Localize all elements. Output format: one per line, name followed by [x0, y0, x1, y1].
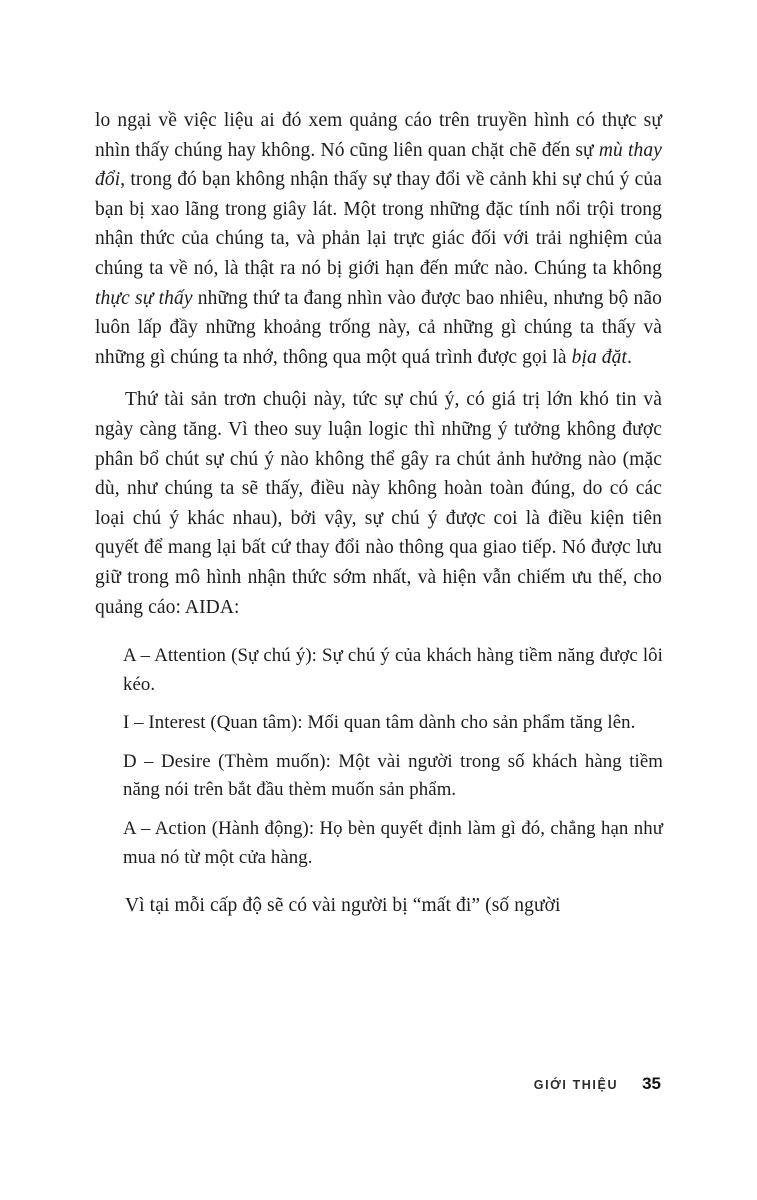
footer-section-title: GIỚI THIỆU — [533, 1078, 619, 1092]
page-footer — [534, 1074, 661, 1094]
aida-item-action: A – Action (Hành động): Họ bèn quyết định làm gì đó, chẳng hạn như mua nó từ một cửa hàng. — [123, 818, 663, 868]
paragraph-1-text: . — [627, 346, 633, 368]
paragraph-1-text: , trong đó bạn không nhận thấy sự thay đổi về cảnh khi sự chú ý của bạn bị xao lãng trong giây lát. Một trong những đặc tính nổi trội trong nhận thức của chúng ta, và phản lại trực giác đối với trải nghiệm của chúng ta về nó, là thật ra nó bị giới hạn đến mức nào. Chúng ta không — [95, 169, 662, 279]
paragraph-1-text: lo ngại về việc liệu ai đó xem quảng cáo trên truyền hình có thực sự nhìn thấy chúng hay không. Nó cũng liên quan chặt chẽ đến sự — [95, 110, 662, 161]
paragraph-2: Thứ tài sản trơn chuội này, tức sự chú ý, có giá trị lớn khó tin và ngày càng tăng. Vì theo suy luận logic thì những ý tưởng không được phân bổ chút sự chú ý nào không thể gây ra chút ảnh hưởng nào (mặc dù, như chúng ta sẽ thấy, điều này không hoàn toàn đúng, do có các loại chú ý khác nhau), bởi vậy, sự chú ý được coi là điều kiện tiên quyết để mang lại bất cứ thay đổi nào thông qua giao tiếp. Nó được lưu giữ trong mô hình nhận thức sớm nhất, và hiện vẫn chiếm ưu thế, cho quảng cáo: AIDA: — [95, 389, 662, 618]
aida-item-attention: A – Attention (Sự chú ý): Sự chú ý của khách hàng tiềm năng được lôi kéo. — [123, 645, 663, 695]
paragraph-1 — [95, 106, 662, 372]
footer-page-number: 35 — [642, 1074, 661, 1093]
paragraph-3: Vì tại mỗi cấp độ sẽ có vài người bị “mất đi” (số người — [125, 895, 561, 917]
aida-item-interest: I – Interest (Quan tâm): Mối quan tâm dành cho sản phẩm tăng lên. — [123, 712, 636, 734]
aida-list — [123, 642, 663, 872]
italic-term-thuc-su-thay: thực sự thấy — [95, 287, 193, 309]
paragraph-1-text: những thứ ta đang nhìn vào được bao nhiêu, nhưng bộ não luôn lấp đầy những khoảng trống này, cả những gì chúng ta thấy và những gì chúng ta nhớ, thông qua một quá trình được gọi là — [95, 287, 662, 368]
page-body-text — [95, 106, 662, 921]
aida-item-desire: D – Desire (Thèm muốn): Một vài người trong số khách hàng tiềm năng nói trên bắt đầu thèm muốn sản phẩm. — [123, 750, 663, 801]
italic-term-mu-thay-doi: mù thay đổi — [95, 139, 662, 191]
italic-term-bia-dat: bịa đặt — [571, 346, 628, 368]
